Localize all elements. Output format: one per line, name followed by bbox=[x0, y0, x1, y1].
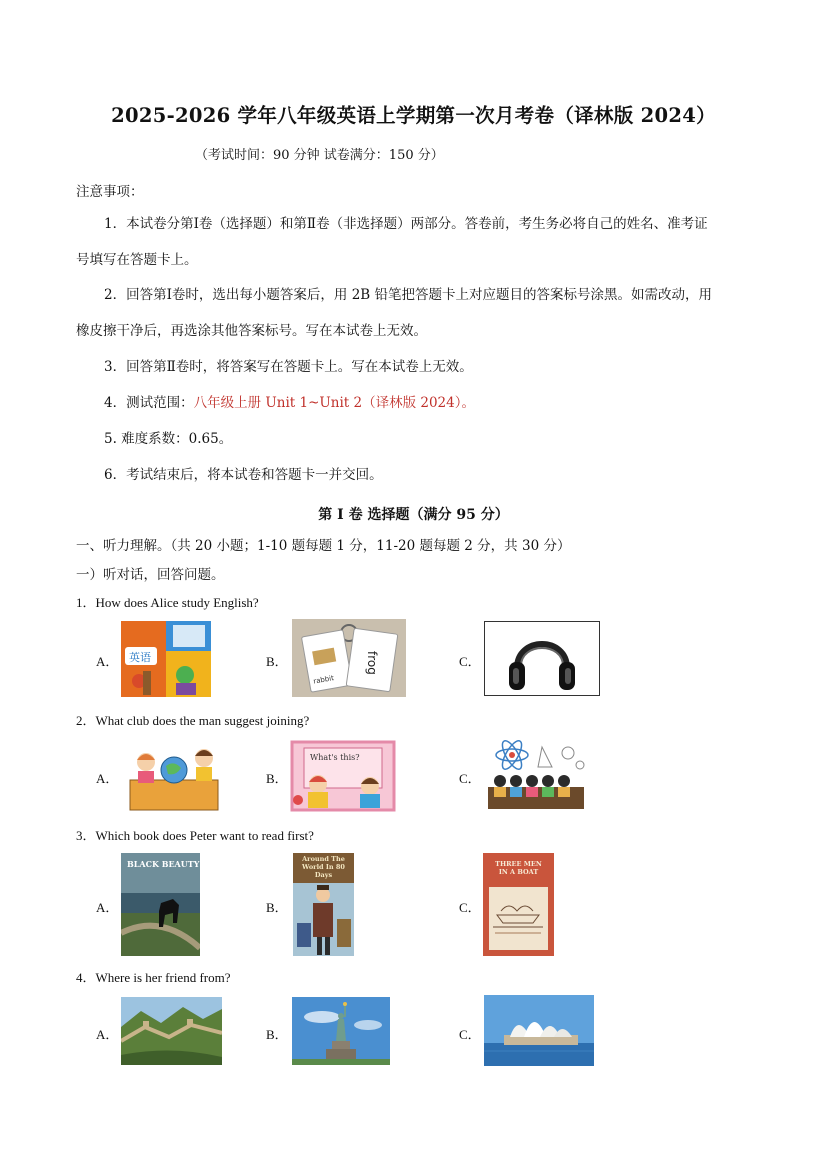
svg-text:英语: 英语 bbox=[129, 651, 151, 664]
sub-heading: 一）听对话，回答问题。 bbox=[76, 567, 225, 583]
word-flashcards-image bbox=[292, 619, 406, 697]
svg-text:BLACK BEAUTY: BLACK BEAUTY bbox=[127, 859, 200, 869]
q4-option-a-label: A． bbox=[96, 1027, 119, 1042]
q3-option-a-label: A． bbox=[96, 900, 119, 915]
q1-option-b-label: B． bbox=[266, 654, 288, 669]
note-2-line-1: 2．回答第Ⅰ卷时，选出每小题答案后，用 2B 铅笔把答题卡上对应题目的答案标号涂黑。如需改动，用 bbox=[104, 287, 713, 303]
english-club-image bbox=[290, 740, 396, 812]
great-wall-image bbox=[121, 997, 222, 1065]
exam-subtitle: （考试时间：90 分钟 试卷满分：150 分） bbox=[195, 148, 444, 163]
q1-option-c-label: C． bbox=[459, 654, 481, 669]
black-beauty-book-image bbox=[121, 853, 200, 956]
svg-text:rabbit: rabbit bbox=[312, 674, 335, 686]
statue-of-liberty-image bbox=[292, 997, 390, 1065]
q2-option-b-label: B． bbox=[266, 771, 288, 786]
classroom-board-illustration bbox=[290, 740, 396, 812]
question-2: 2．What club does the man suggest joining? bbox=[76, 713, 310, 728]
part-heading: 一、听力理解。（共 20 小题；1-10 题每题 1 分，11-20 题每题 2 分，共 30 分） bbox=[76, 538, 571, 554]
three-men-boat-cover: THREE MEN IN A BOAT bbox=[483, 853, 554, 956]
headphones-image bbox=[484, 621, 600, 696]
note-4 bbox=[104, 385, 475, 421]
question-1: 1．How does Alice study English? bbox=[76, 595, 259, 610]
q2-option-a-label: A． bbox=[96, 771, 119, 786]
around-the-world-cover: Around The World In 80 Days bbox=[293, 853, 354, 956]
sydney-opera-house-photo bbox=[484, 995, 594, 1066]
sydney-opera-house-image bbox=[484, 995, 594, 1066]
note-6: 6．考试结束后，将本试卷和答题卡一并交回。 bbox=[104, 467, 383, 483]
three-men-boat-book-image bbox=[483, 853, 554, 956]
q4-option-b-label: B． bbox=[266, 1027, 288, 1042]
q4-option-c-label: C． bbox=[459, 1027, 481, 1042]
q3-option-c-label: C． bbox=[459, 900, 481, 915]
note-3: 3．回答第Ⅱ卷时，将答案写在答题卡上。写在本试卷上无效。 bbox=[104, 359, 473, 375]
around-the-world-book-image bbox=[293, 853, 354, 956]
english-textbook-image bbox=[121, 621, 211, 697]
note-1-line-1: 1．本试卷分第Ⅰ卷（选择题）和第Ⅱ卷（非选择题）两部分。答卷前，考生务必将自己的姓名、准考证 bbox=[104, 216, 708, 232]
question-3: 3．Which book does Peter want to read first? bbox=[76, 828, 314, 843]
science-club-image bbox=[482, 737, 590, 813]
flashcards-illustration bbox=[292, 619, 406, 697]
note-4-prefix: 4．测试范围： bbox=[104, 395, 194, 411]
section-heading: 第 Ⅰ 卷 选择题（满分 95 分） bbox=[318, 507, 509, 523]
great-wall-photo bbox=[121, 997, 222, 1065]
svg-text:frog: frog bbox=[365, 651, 379, 675]
statue-of-liberty-photo bbox=[292, 997, 390, 1065]
svg-text:What's this?: What's this? bbox=[310, 753, 360, 762]
black-beauty-cover bbox=[121, 853, 200, 956]
headphones-icon bbox=[485, 622, 599, 695]
q2-option-c-label: C． bbox=[459, 771, 481, 786]
science-students-illustration bbox=[482, 737, 590, 813]
notes-heading: 注意事项： bbox=[76, 184, 144, 200]
note-1-line-2: 号填写在答题卡上。 bbox=[76, 252, 198, 268]
english-textbook-illustration bbox=[121, 621, 211, 697]
geography-club-image bbox=[126, 740, 222, 812]
note-4-range: 八年级上册 Unit 1~Unit 2（译林版 2024）。 bbox=[193, 395, 475, 411]
note-2-line-2: 橡皮擦干净后，再选涂其他答案标号。写在本试卷上无效。 bbox=[76, 323, 427, 339]
note-5: 5. 难度系数：0.65。 bbox=[104, 431, 233, 447]
q3-option-b-label: B． bbox=[266, 900, 288, 915]
exam-title: 2025-2026 学年八年级英语上学期第一次月考卷（译林版 2024） bbox=[111, 104, 716, 127]
q1-option-a-label: A． bbox=[96, 654, 119, 669]
question-4: 4．Where is her friend from? bbox=[76, 970, 231, 985]
students-with-globe-illustration bbox=[126, 740, 222, 812]
